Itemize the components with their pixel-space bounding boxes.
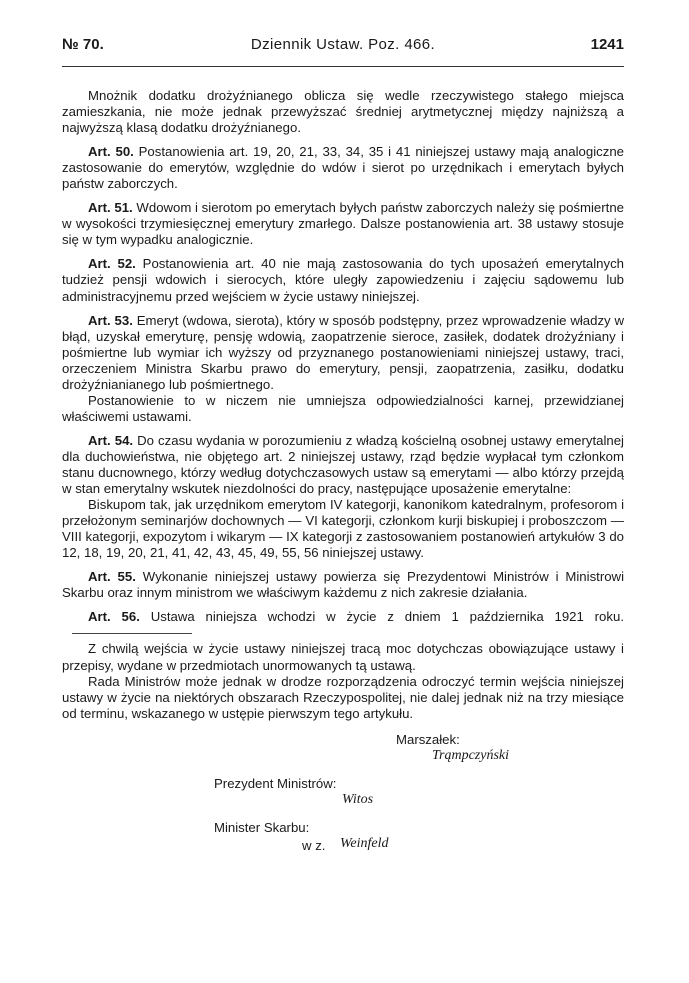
separator-line — [72, 633, 192, 634]
article-56: Art. 56. Ustawa niniejsza wchodzi w życie z dniem 1 października 1921 roku. — [62, 609, 624, 641]
minister-signature: Weinfeld — [340, 835, 389, 851]
article-53-para-2: Postanowienie to w niczem nie umniejsza odpowiedzialności karnej, przewidzianej właściwemi ustawami. — [62, 392, 624, 424]
signature-block — [62, 730, 624, 890]
article-56-para-2: Z chwilą wejścia w życie ustawy niniejszej tracą moc dotychczas obowiązujące ustawy i przepisy, wydane w przedmiotach unormowanych tą ustawą. — [62, 641, 624, 673]
article-51: Art. 51. Wdowom i sierotom po emerytach byłych państw zaborczych należy się pośmiertne w wysokości trzymiesięcznej emerytury zmarłego. Dalsze postanowienia art. 38 ustawy stosuje się w tym wypadku analogicznie. — [62, 200, 624, 248]
article-55: Art. 55. Wykonanie niniejszej ustawy powierza się Prezydentowi Ministrów i Ministrowi Skarbu oraz innym ministrom we właściwym każdemu z nich zakresie działania. — [62, 569, 625, 601]
marszalek-signature: Trąmpczyński — [432, 747, 509, 763]
article-54: Art. 54. Do czasu wydania w porozumieniu z władzą kościelną osobnej ustawy emerytalnej dla duchowieństwa, nie objętego art. 2 niniejszej ustawy, rząd będzie wypłacał tym członkom stanu ducnownego, którzy według dotychczasowych ustaw są emerytami — albo którzy przejdą w stan emerytalny wskutek niezdolności do pracy, następujące uposażenie emerytalne: — [62, 432, 624, 497]
prezydent-signature: Witos — [342, 791, 374, 807]
minister-title: Minister Skarbu: — [214, 819, 310, 835]
article-52: Art. 52. Postanowienia art. 40 nie mają zastosowania do tych uposażeń emerytalnych tudzież pensji wdowich i sierocych, które uległy zapowiedzeniu i zajęciu sądowemu lub administracyjnemu przed wejściem w życie ustawy niniejszej. — [62, 256, 624, 304]
document-body — [62, 88, 624, 890]
journal-title: Dziennik Ustaw. Poz. 466. — [250, 36, 436, 53]
paragraph-multiplier: Mnożnik dodatku drożyźnianego oblicza się wedle rzeczywistego stałego miejsca zamieszkania, nie może jednak przewyższać średniej arytmetycznej między najniższą a najwyższą klasą dodatku drożyźnianego. — [62, 88, 624, 136]
page-number: 1241 — [590, 36, 624, 53]
header-rule — [62, 66, 624, 67]
article-56-para-3: Rada Ministrów może jednak w drodze rozporządzenia odroczyć termin wejścia niniejszej ustawy w życie na niektórych obszarach Rzeczypospolitej, nie dalej jednak niż na trzy miesiące od terminu, wskazanego w ustępie pierwszym tego artykułu. — [62, 673, 624, 721]
marszalek-title: Marszałek: — [396, 731, 460, 747]
page-header — [62, 36, 624, 58]
minister-prefix: w z. — [302, 837, 326, 853]
prezydent-title: Prezydent Ministrów: — [214, 775, 337, 791]
issue-number: № 70. — [62, 36, 104, 53]
article-50: Art. 50. Postanowienia art. 19, 20, 21, 33, 34, 35 i 41 niniejszej ustawy mają analogiczne zastosowanie do emerytów, względnie do wdów i sierot po urzędnikach i emerytach byłych państw zaborczych. — [62, 144, 624, 192]
article-53: Art. 53. Emeryt (wdowa, sierota), który w sposób podstępny, przez wprowadzenie władzy w błąd, uzyskał emeryturę, pensję wdowią, zaopatrzenie sieroce, zasiłek, dodatek drożyźniany i pośmiertne lub wymiar ich wyższy od przyznanego postanowieniami niniejszej ustawy, traci, orzeczeniem Ministra Skarbu prawo do emerytury, pensji, zaopatrzenia, zasiłku, dodatku drożyźnianianego lub pośmiertnego. — [62, 312, 624, 392]
article-54-para-2: Biskupom tak, jak urzędnikom emerytom IV kategorji, kanonikom katedralnym, profesorom i przełożonym seminarjów dochownych — VI kategorji, członkom kurji biskupiej i proboszczom — VIII kategorji, expozytom i wikarym — IX kategorji z zastosowaniem postanowień artykułów 3 do 12, 18, 19, 20, 21, 41, 42, 43, 45, 49, 55, 56 niniejszej ustawy. — [62, 497, 624, 561]
